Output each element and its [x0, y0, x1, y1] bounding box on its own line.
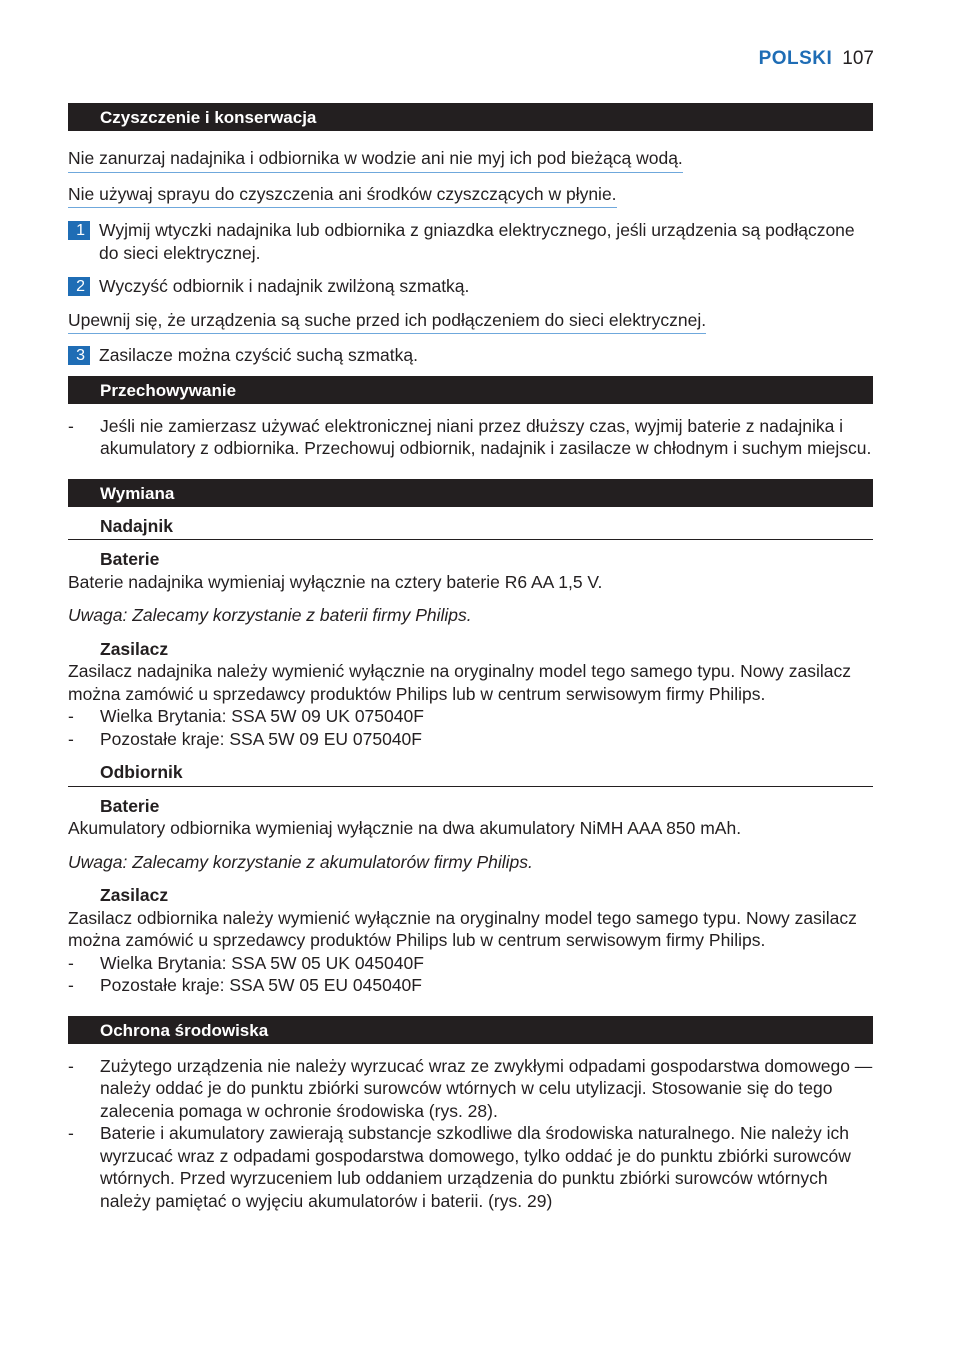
subsection-title: Nadajnik	[68, 515, 873, 541]
list-item-text: Wielka Brytania: SSA 5W 05 UK 045040F	[100, 952, 424, 973]
bullet-dash: -	[68, 415, 74, 436]
subsection-title: Zasilacz	[100, 638, 169, 659]
warning-text: Nie zanurzaj nadajnika i odbiornika w wodzie ani nie myj ich pod bieżącą wodą.	[68, 147, 683, 173]
section-title-storage: Przechowywanie	[68, 376, 873, 404]
paragraph: Zasilacz nadajnika należy wymienić wyłącznie na oryginalny model tego samego typu. Nowy zasilacz można zamówić u sprzedawcy produktów Philips lub w centrum serwisowym firmy Philips.	[68, 661, 852, 704]
list-item	[68, 1055, 873, 1123]
step-number: 3	[68, 346, 90, 365]
step-item	[68, 275, 873, 298]
bullet-dash: -	[68, 952, 74, 973]
warning-text: Nie używaj sprayu do czyszczenia ani środków czyszczących w płynie.	[68, 183, 617, 209]
list-item-text: Pozostałe kraje: SSA 5W 05 EU 045040F	[100, 975, 422, 995]
step-number: 1	[68, 221, 90, 240]
list-item-text: Jeśli nie zamierzasz używać elektronicznej niani przez dłuższy czas, wyjmij baterie z nadajnika i akumulatory z odbiornika. Przechowuj odbiornik, nadajnik i zasilacze w chłodnym i suchym miejscu.	[100, 415, 872, 458]
page-header	[759, 48, 874, 70]
paragraph: Akumulatory odbiornika wymieniaj wyłącznie na dwa akumulatory NiMH AAA 850 mAh.	[68, 818, 742, 838]
note-text: Uwaga: Zalecamy korzystanie z baterii firmy Philips.	[68, 605, 472, 625]
subsection-title: Odbiornik	[68, 761, 873, 787]
paragraph: Baterie nadajnika wymieniaj wyłącznie na cztery baterie R6 AA 1,5 V.	[68, 571, 603, 592]
language-label: POLSKI	[758, 48, 833, 69]
list-item	[68, 1122, 873, 1212]
list-item	[68, 952, 873, 975]
bullet-dash: -	[68, 975, 74, 995]
list-item-text: Pozostałe kraje: SSA 5W 09 EU 075040F	[100, 728, 422, 749]
section-title-cleaning: Czyszczenie i konserwacja	[68, 103, 873, 131]
subsection-title: Baterie	[100, 795, 160, 816]
page-content	[68, 103, 873, 1212]
note-text: Uwaga: Zalecamy korzystanie z akumulatorów firmy Philips.	[68, 851, 533, 872]
list-item-text: Baterie i akumulatory zawierają substancje szkodliwe dla środowiska naturalnego. Nie należy ich wyrzucać wraz z odpadami gospodarstwa domowego, tylko oddać je do punktu zbiórki surowców wtórnych. Przed wyrzuceniem lub oddaniem urządzenia do punktu zbiórki surowców wtórnych należy pamiętać o wyjęciu akumulatorów i baterii. (rys. 29)	[100, 1123, 851, 1211]
paragraph: Zasilacz odbiornika należy wymienić wyłącznie na oryginalny model tego samego typu. Nowy zasilacz można zamówić u sprzedawcy produktów Philips lub w centrum serwisowym firmy Philips.	[68, 907, 857, 950]
bullet-dash: -	[68, 1123, 74, 1143]
list-item	[68, 705, 873, 728]
step-item	[68, 344, 873, 367]
bullet-dash: -	[68, 1055, 74, 1076]
step-text: Wyjmij wtyczki nadajnika lub odbiornika z gniazdka elektrycznego, jeśli urządzenia są podłączone do sieci elektrycznej.	[99, 220, 855, 263]
page-number: 107	[842, 48, 874, 69]
list-item-text: Wielka Brytania: SSA 5W 09 UK 075040F	[100, 706, 424, 726]
subsection-title: Zasilacz	[100, 885, 169, 905]
list-item	[68, 415, 873, 460]
step-number: 2	[68, 277, 90, 296]
warning-text: Upewnij się, że urządzenia są suche przed ich podłączeniem do sieci elektrycznej.	[68, 309, 706, 335]
bullet-dash: -	[68, 728, 74, 749]
list-item	[68, 974, 873, 997]
step-text: Wyczyść odbiornik i nadajnik zwilżoną szmatką.	[99, 276, 470, 296]
section-title-replacement: Wymiana	[68, 479, 873, 507]
bullet-dash: -	[68, 706, 74, 726]
list-item-text: Zużytego urządzenia nie należy wyrzucać wraz ze zwykłymi odpadami gospodarstwa domowego — należy oddać je do punktu zbiórki surowców wtórnych w celu utylizacji. Stosowanie się do tego zalecenia pomaga w ochronie środowiska (rys. 28).	[100, 1055, 873, 1121]
list-item	[68, 728, 873, 751]
subsection-title: Baterie	[100, 549, 160, 569]
step-item	[68, 219, 873, 264]
step-text: Zasilacze można czyścić suchą szmatką.	[99, 345, 418, 365]
section-title-environment: Ochrona środowiska	[68, 1016, 873, 1044]
